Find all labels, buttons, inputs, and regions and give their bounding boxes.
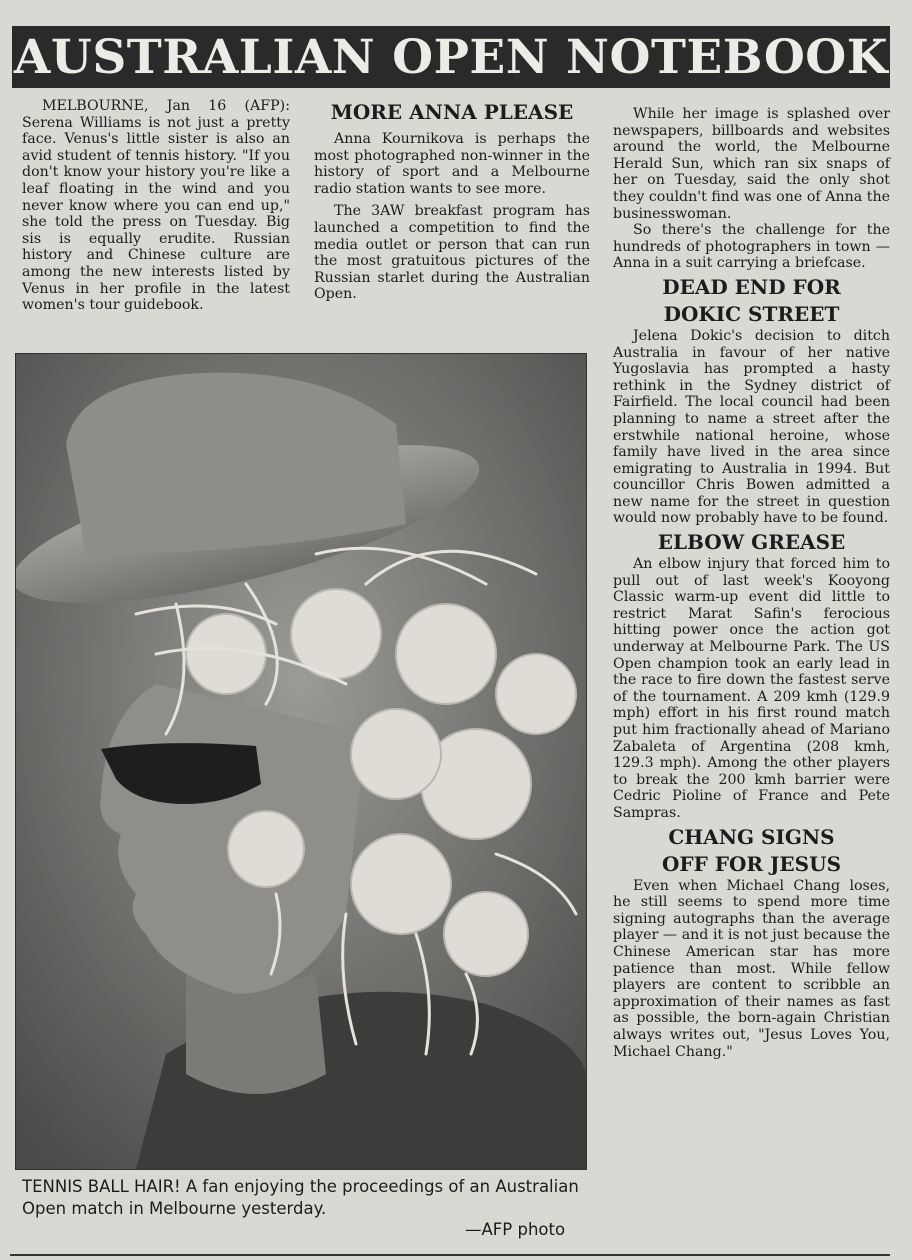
masthead-title: AUSTRALIAN OPEN NOTEBOOK	[12, 26, 890, 88]
bottom-divider	[10, 1254, 890, 1256]
dokic-heading-line-2: DOKIC STREET	[663, 301, 840, 326]
chang-heading-line-1: CHANG SIGNS	[668, 824, 835, 849]
chang-article-text: Even when Michael Chang loses, he still seems to spend more time signing autographs than the average player — and it is not just because the Chinese American star has more patience than most. While fellow players are content to scribble an approximation of their names as fast as possible, the born-again Christian always writes out, "Jesus Loves You, Michael Chang."	[613, 877, 890, 1060]
elbow-heading: ELBOW GREASE	[657, 530, 846, 555]
elbow-article-text: An elbow injury that forced him to pull out of last week's Kooyong Classic warm-up event did little to restrict Marat Safin's ferocious hitting power once the action got underway at Melbourne Park. The US Open champion took an early lead in the race to fire down the fastest serve of the tournament. A 209 kmh (129.9 mph) effort in his first round match put him fractionally ahead of Mariano Zabaleta of Argentina (208 kmh, 129.3 mph). Among the other players to break the 200 kmh barrier were Cedric Pioline of France and Pete Sampras.	[613, 556, 890, 821]
anna-paragraph-2: The 3AW breakfast program has launched a competition to find the media outlet or person that can run the most gratuitous pictures of the Russian starlet during the Australian Open.	[314, 203, 590, 303]
dokic-heading-line-1: DEAD END FOR	[662, 274, 841, 299]
anna-paragraph-1: Anna Kournikova is perhaps the most photographed non-winner in the history of sport and a Melbourne radio station wants to see more.	[314, 131, 590, 197]
anna-heading: MORE ANNA PLEASE	[330, 100, 574, 124]
fan-photo	[15, 353, 587, 1170]
chang-heading-line-2: OFF FOR JESUS	[661, 851, 842, 876]
photo-caption: TENNIS BALL HAIR! A fan enjoying the proceedings of an Australian Open match in Melbourne yesterday.	[22, 1177, 579, 1218]
photo-credit: —AFP photo	[465, 1220, 566, 1239]
dokic-article-text: Jelena Dokic's decision to ditch Australia in favour of her native Yugoslavia has prompted a hasty rethink in the Sydney district of Fairfield. The local council had been planning to name a street after the erstwhile national heroine, whose family have lived in the area since emigrating to Australia in 1994. But councillor Chris Bowen admitted a new name for the street in question would now probably have to be found.	[613, 327, 890, 527]
fan-photo-illustration	[16, 354, 586, 1169]
serena-article	[22, 98, 290, 314]
serena-article-text: MELBOURNE, Jan 16 (AFP): Serena Williams is not just a pretty face. Venus's little sister is also an avid student of tennis history. "If you don't know your history you're like a leaf floating in the wind and you never know where you can end up," she told the press on Tuesday. Big sis is equally erudite. Russian history and Chinese culture are among the new interests listed by Venus in her profile in the latest women's tour guidebook.	[22, 98, 290, 314]
anna-article	[314, 100, 590, 303]
right-column	[613, 106, 890, 1060]
anna-paragraph-3: While her image is splashed over newspapers, billboards and websites around the world, the Melbourne Herald Sun, which ran six snaps of her on Tuesday, said the only shot they couldn't find was one of Anna the businesswoman.	[613, 106, 890, 222]
anna-paragraph-4: So there's the challenge for the hundreds of photographers in town — Anna in a suit carrying a briefcase.	[613, 222, 890, 272]
